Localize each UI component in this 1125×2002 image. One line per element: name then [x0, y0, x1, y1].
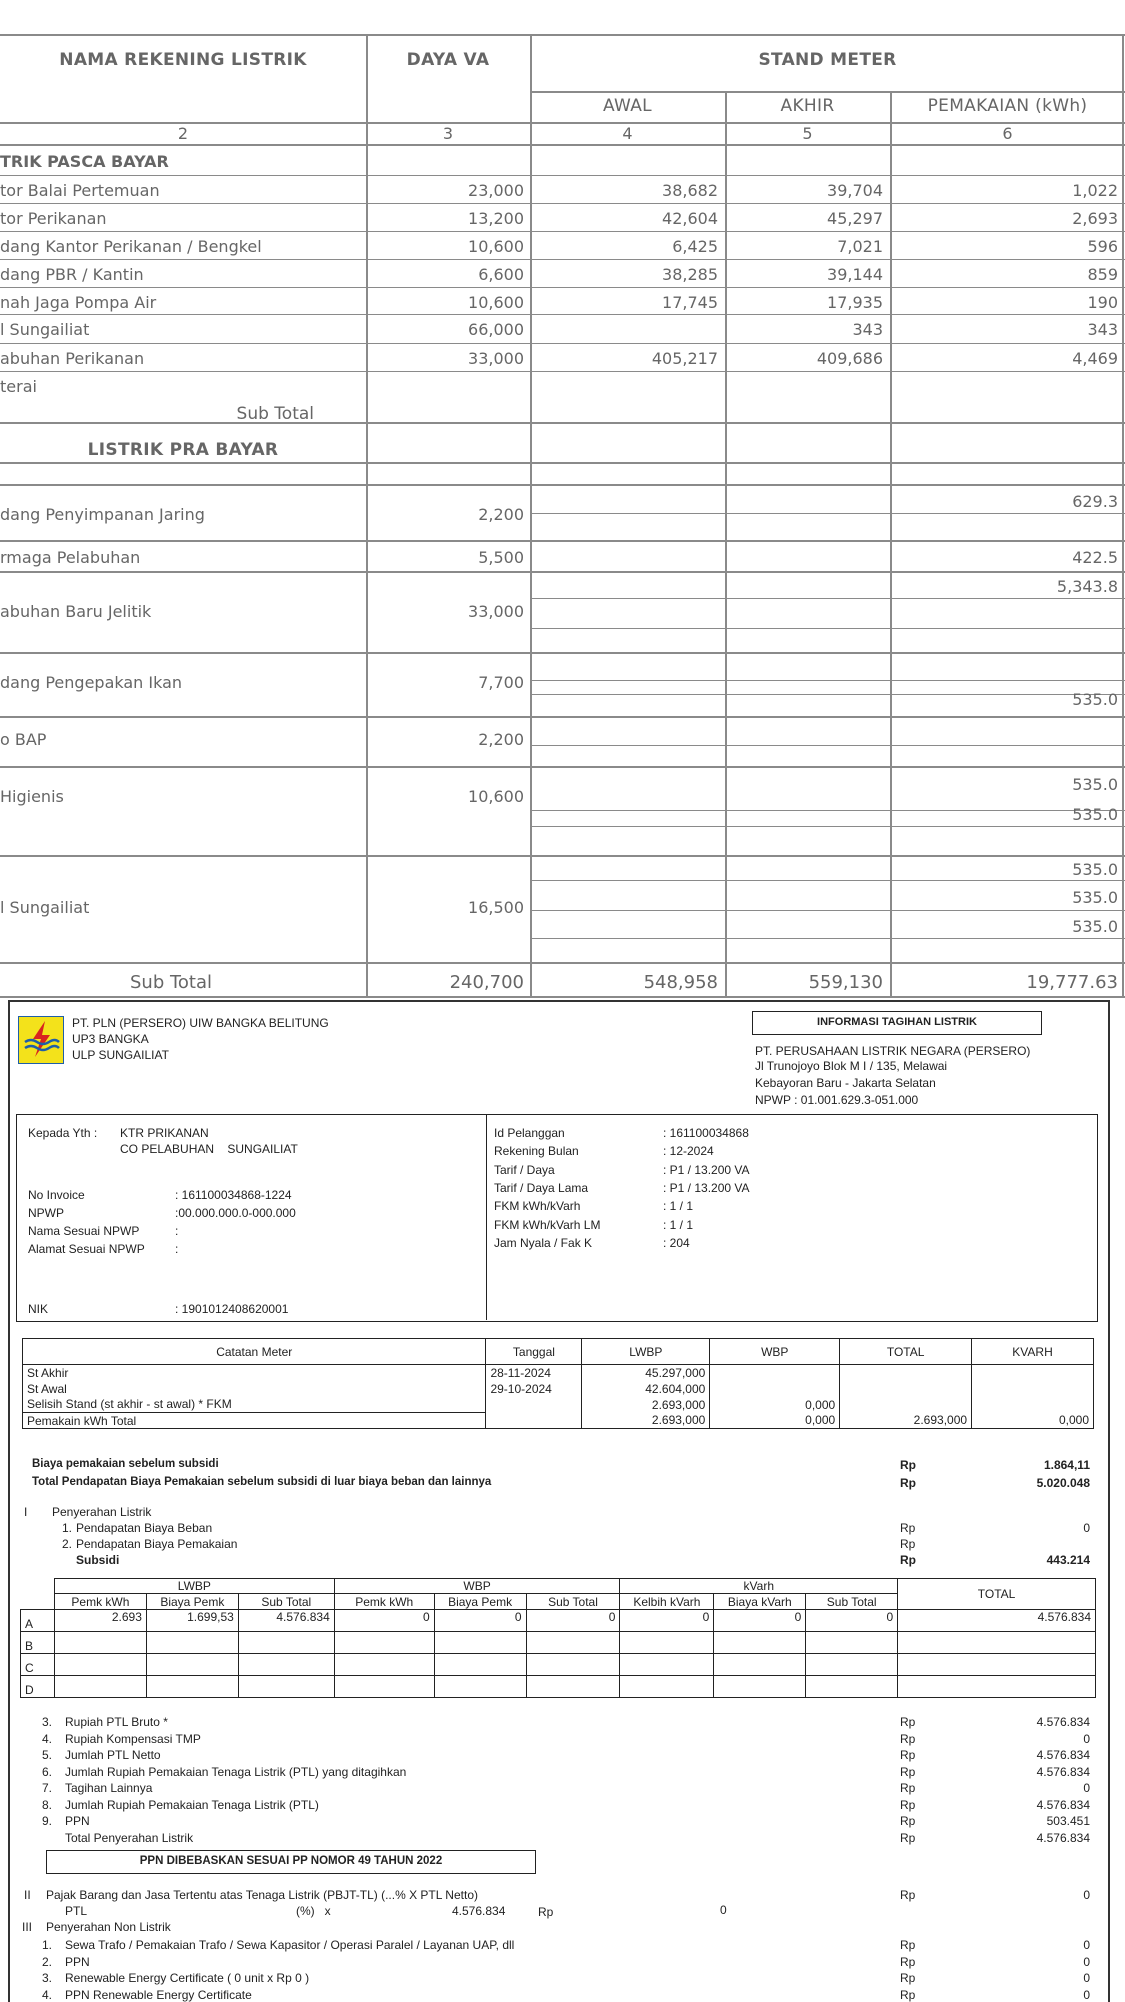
tariff-cell	[334, 1654, 434, 1676]
tariff-cell	[54, 1676, 146, 1698]
pasca-row-awal: 405,217	[651, 349, 718, 368]
summary-item-value: 0	[1083, 1781, 1090, 1795]
pra-row-daya: 16,500	[468, 898, 524, 917]
tariff-cell: 2.693	[54, 1610, 146, 1632]
ptl-rp: Rp	[538, 1905, 554, 1919]
customer-address: CO PELABUHAN SUNGAILIAT	[120, 1142, 298, 1156]
pasca-row-awal: 42,604	[662, 209, 718, 228]
header-nama: NAMA REKENING LISTRIK	[59, 50, 307, 70]
grand-subtotal-label: Sub Total	[130, 972, 213, 993]
grand-subtotal-pemakaian: 19,777.63	[1026, 972, 1118, 993]
pasca-row-pemakaian: 2,693	[1072, 209, 1118, 228]
meter-cell-lwbp: 2.693,000	[582, 1413, 710, 1429]
tariff-group: TOTAL	[898, 1579, 1096, 1610]
pasca-row-akhir: 17,935	[827, 293, 883, 312]
pra-row-name: dang Penyimpanan Jaring	[0, 505, 205, 524]
summary-item-num: 4.	[42, 1731, 53, 1746]
tariff-subheader: Biaya Pemk	[146, 1594, 238, 1610]
tariff-cell	[806, 1676, 898, 1698]
tariff-subheader: Sub Total	[238, 1594, 334, 1610]
pra-row-daya: 2,200	[478, 730, 524, 749]
meter-cell-wbp	[710, 1365, 840, 1381]
rp-label: Rp	[900, 1764, 916, 1779]
penyerahan-num: I	[24, 1505, 28, 1519]
tariff-cell	[806, 1632, 898, 1654]
tariff-cell: 0	[620, 1610, 714, 1632]
tariff-cell	[526, 1632, 620, 1654]
info-line: Kebayoran Baru - Jakarta Selatan	[755, 1076, 936, 1090]
summary-item-label: Rupiah PTL Bruto *	[65, 1715, 168, 1729]
meter-cell-label: St Akhir	[23, 1365, 486, 1381]
tariff-subheader: Sub Total	[526, 1594, 620, 1610]
ptl-label: PTL	[65, 1904, 88, 1918]
summary-item-num: 5.	[42, 1748, 53, 1762]
penyerahan-item-num: 1.	[62, 1521, 73, 1535]
tariff-row	[21, 1676, 1096, 1698]
header-pemakaian: PEMAKAIAN (kWh)	[927, 96, 1088, 116]
tariff-cell	[146, 1676, 238, 1698]
pasca-row-daya: 6,600	[478, 265, 524, 284]
meter-header: KVARH	[972, 1339, 1094, 1365]
rp-label: Rp	[900, 1938, 916, 1952]
tariff-row	[21, 1610, 1096, 1632]
tariff-cell	[238, 1676, 334, 1698]
info-line: Jl Trunojoyo Blok M I / 135, Melawai	[755, 1059, 948, 1073]
company-line: UP3 BANGKA	[72, 1032, 149, 1046]
pasca-row-name: abuhan Perikanan	[0, 349, 145, 368]
rp-label: Rp	[900, 1458, 916, 1472]
section-pra-bayar: LISTRIK PRA BAYAR	[87, 440, 279, 460]
header-akhir: AKHIR	[780, 96, 835, 116]
kepada-label: Kepada Yth :	[28, 1126, 98, 1140]
penyerahan-label: Penyerahan Listrik	[52, 1505, 152, 1519]
biaya-sebelum-label: Biaya pemakaian sebelum subsidi	[32, 1458, 219, 1470]
non-item-label: PPN Renewable Energy Certificate	[65, 1987, 252, 2002]
pajak-label: Pajak Barang dan Jasa Tertentu atas Tenaga Listrik (PBJT-TL) (...% X PTL Netto)	[46, 1888, 478, 1902]
summary-item-label: Total Penyerahan Listrik	[65, 1830, 194, 1845]
account-field-label: Id Pelanggan	[494, 1126, 565, 1140]
ptl-amount: 4.576.834	[452, 1904, 506, 1918]
tariff-subheader: Kelbih kVarh	[620, 1594, 714, 1610]
pra-pemakaian-value: 5,343.8	[1056, 577, 1118, 596]
pajak-value: 0	[1083, 1888, 1090, 1902]
tariff-table	[20, 1578, 1096, 1698]
meter-cell-label: St Awal	[23, 1381, 486, 1397]
nik-value: : 1901012408620001	[175, 1302, 289, 1316]
tariff-cell: 0	[806, 1610, 898, 1632]
pasca-row-akhir: 409,686	[816, 349, 883, 368]
rp-label: Rp	[900, 1537, 916, 1551]
summary-item-value: 4.576.834	[1036, 1830, 1090, 1845]
tariff-cell	[714, 1676, 806, 1698]
tariff-cell	[334, 1676, 434, 1698]
pra-pemakaian-value: 535.0	[1072, 860, 1118, 879]
account-field-label: Tarif / Daya	[494, 1162, 555, 1177]
summary-item-value: 4.576.834	[1036, 1748, 1090, 1762]
tariff-cell	[526, 1676, 620, 1698]
subsidi-label: Subsidi	[76, 1553, 120, 1567]
rp-label: Rp	[900, 1830, 916, 1845]
pra-row-daya: 2,200	[478, 505, 524, 524]
pasca-row-awal: 17,745	[662, 293, 718, 312]
pasca-row-pemakaian: 1,022	[1072, 181, 1118, 200]
non-item-num: 2.	[42, 1954, 53, 1969]
penyerahan-item-label: Pendapatan Biaya Pemakaian	[76, 1537, 238, 1551]
total-pendapatan-label: Total Pendapatan Biaya Pemakaian sebelum subsidi di luar biaya beban dan lainnya	[32, 1476, 492, 1488]
meter-header: LWBP	[582, 1339, 710, 1365]
pasca-row-name: terai	[0, 377, 37, 396]
grand-subtotal-akhir: 559,130	[808, 972, 883, 993]
customer-field-value: :	[175, 1242, 179, 1256]
meter-cell-wbp	[710, 1381, 840, 1397]
pasca-row-name: nah Jaga Pompa Air	[0, 293, 157, 312]
tariff-cell: 4.576.834	[898, 1610, 1096, 1632]
pasca-row-awal: 6,425	[672, 237, 718, 256]
meter-cell-label: Selisih Stand (st akhir - st awal) * FKM	[23, 1397, 486, 1413]
summary-item-label: Tagihan Lainnya	[65, 1781, 153, 1795]
summary-item-label: Jumlah Rupiah Pemakaian Tenaga Listrik (PTL)	[65, 1797, 319, 1812]
rp-label: Rp	[900, 1731, 916, 1746]
tariff-group: LWBP	[54, 1579, 334, 1594]
non-item-num: 4.	[42, 1987, 53, 2002]
meter-cell-total	[840, 1397, 972, 1413]
tariff-cell	[620, 1632, 714, 1654]
meter-row	[23, 1381, 1094, 1397]
account-field-value: : 1 / 1	[663, 1217, 694, 1232]
summary-item-num: 6.	[42, 1764, 53, 1779]
pasca-row-awal: 38,682	[662, 181, 718, 200]
meter-header: Catatan Meter	[23, 1339, 486, 1365]
account-field-label: Rekening Bulan	[494, 1144, 579, 1159]
total-pendapatan-value: 5.020.048	[1036, 1476, 1090, 1490]
header-awal: AWAL	[603, 96, 652, 116]
meter-cell-total	[840, 1381, 972, 1397]
pra-pemakaian-value: 535.0	[1072, 888, 1118, 907]
pra-row-name: Higienis	[0, 787, 64, 806]
biaya-sebelum-value: 1.864,11	[1043, 1458, 1090, 1472]
tariff-cell	[898, 1632, 1096, 1654]
ppn-note: PPN DIBEBASKAN SESUAI PP NOMOR 49 TAHUN 2022	[139, 1855, 443, 1867]
tariff-group: kVarh	[620, 1579, 898, 1594]
account-field-label: Jam Nyala / Fak K	[494, 1235, 593, 1250]
tariff-cell	[146, 1632, 238, 1654]
pasca-row-pemakaian: 859	[1087, 265, 1118, 284]
pasca-row-daya: 13,200	[468, 209, 524, 228]
customer-field-label: NPWP	[28, 1206, 64, 1220]
summary-item-value: 503.451	[1046, 1814, 1090, 1828]
meter-cell-lwbp: 2.693,000	[582, 1397, 710, 1413]
pra-pemakaian-value: 629.3	[1072, 492, 1118, 511]
meter-header: TOTAL	[840, 1339, 972, 1365]
penyerahan-item-value: 0	[1083, 1521, 1090, 1535]
pasca-row-name: tor Balai Pertemuan	[0, 181, 160, 200]
grand-subtotal-daya: 240,700	[449, 972, 524, 993]
meter-cell-total: 2.693,000	[840, 1413, 972, 1429]
tariff-row	[21, 1632, 1096, 1654]
non-item-label: PPN	[65, 1954, 90, 1969]
pasca-row-akhir: 343	[852, 320, 883, 339]
account-field-value: : 161100034868	[663, 1126, 749, 1140]
pasca-subtotal-label: Sub Total	[236, 404, 314, 424]
non-item-label: Renewable Energy Certificate ( 0 unit x Rp 0 )	[65, 1971, 310, 1985]
non-item-num: 1.	[42, 1938, 53, 1952]
pra-pemakaian-value: 535.0	[1072, 775, 1118, 794]
pra-row-daya: 7,700	[478, 673, 524, 692]
tariff-row-label: D	[21, 1676, 55, 1698]
tariff-cell	[898, 1654, 1096, 1676]
meter-cell-kvarh	[972, 1397, 1094, 1413]
pra-pemakaian-value: 535.0	[1072, 805, 1118, 824]
ptl-result: 0	[720, 1903, 727, 1917]
non-item-value: 0	[1083, 1938, 1090, 1952]
pra-row-daya: 10,600	[468, 787, 524, 806]
pasca-row-daya: 10,600	[468, 237, 524, 256]
meter-cell-kvarh	[972, 1381, 1094, 1397]
grand-subtotal-awal: 548,958	[643, 972, 718, 993]
customer-field-label: No Invoice	[28, 1188, 85, 1202]
tariff-subheader: Pemk kWh	[334, 1594, 434, 1610]
col-number: 5	[802, 124, 813, 143]
pasca-row-daya: 23,000	[468, 181, 524, 200]
customer-field-label: Nama Sesuai NPWP	[28, 1224, 140, 1238]
tariff-row-label: A	[21, 1610, 55, 1632]
usage-summary-table	[0, 0, 1125, 1000]
summary-item-value: 4.576.834	[1036, 1797, 1090, 1812]
meter-cell-kvarh	[972, 1365, 1094, 1381]
tariff-cell	[898, 1676, 1096, 1698]
non-item-value: 0	[1083, 1987, 1090, 2002]
rp-label: Rp	[900, 1797, 916, 1812]
col-number: 6	[1002, 124, 1013, 143]
meter-cell-tanggal	[486, 1413, 582, 1429]
meter-cell-wbp: 0,000	[710, 1413, 840, 1429]
tariff-cell	[434, 1676, 526, 1698]
rp-label: Rp	[900, 1476, 916, 1490]
pasca-row-name: tor Perikanan	[0, 209, 107, 228]
pasca-row-akhir: 7,021	[837, 237, 883, 256]
tariff-cell: 0	[434, 1610, 526, 1632]
meter-cell-label: Pemakain kWh Total	[23, 1413, 486, 1429]
tariff-cell	[526, 1654, 620, 1676]
col-number: 2	[177, 124, 189, 143]
pra-pemakaian-value: 535.0	[1072, 690, 1118, 709]
summary-item-num: 8.	[42, 1797, 53, 1812]
meter-header: Tanggal	[486, 1339, 582, 1365]
pasca-row-pemakaian: 596	[1087, 237, 1118, 256]
summary-item-label: Jumlah PTL Netto	[65, 1748, 161, 1762]
rp-label: Rp	[900, 1553, 916, 1567]
tariff-cell	[714, 1654, 806, 1676]
account-field-value: : 1 / 1	[663, 1199, 694, 1214]
account-field-value: : 12-2024	[663, 1144, 714, 1159]
penyerahan-item-num: 2.	[62, 1537, 73, 1551]
info-title: INFORMASI TAGIHAN LISTRIK	[817, 1016, 977, 1028]
pra-row-daya: 5,500	[478, 548, 524, 567]
pasca-row-pemakaian: 4,469	[1072, 349, 1118, 368]
pasca-row-daya: 33,000	[468, 349, 524, 368]
meter-row	[23, 1365, 1094, 1381]
meter-cell-total	[840, 1365, 972, 1381]
summary-item-label: Rupiah Kompensasi TMP	[65, 1731, 201, 1746]
tariff-cell	[714, 1632, 806, 1654]
pra-row-name: dang Pengepakan Ikan	[0, 673, 183, 692]
meter-cell-tanggal: 29-10-2024	[486, 1381, 582, 1397]
pasca-row-daya: 66,000	[468, 320, 524, 339]
account-field-value: : P1 / 13.200 VA	[663, 1180, 750, 1195]
pasca-row-akhir: 39,144	[827, 265, 883, 284]
summary-item-num: 7.	[42, 1781, 53, 1795]
meter-cell-lwbp: 45.297,000	[582, 1365, 710, 1381]
meter-cell-lwbp: 42.604,000	[582, 1381, 710, 1397]
tariff-cell: 0	[334, 1610, 434, 1632]
pasca-row-akhir: 45,297	[827, 209, 883, 228]
customer-field-value: :00.000.000.0-000.000	[175, 1206, 296, 1220]
tariff-cell	[434, 1654, 526, 1676]
customer-name: KTR PRIKANAN	[120, 1126, 209, 1140]
pasca-row-name: l Sungailiat	[0, 320, 90, 339]
pasca-row-akhir: 39,704	[827, 181, 883, 200]
company-line: ULP SUNGAILIAT	[72, 1048, 169, 1062]
tariff-cell: 0	[526, 1610, 620, 1632]
pra-row-name: rmaga Pelabuhan	[0, 548, 141, 567]
rp-label: Rp	[900, 1748, 916, 1762]
pra-row-name: o BAP	[0, 730, 47, 749]
subsidi-value: 443.214	[1046, 1553, 1090, 1567]
pra-pemakaian-value: 535.0	[1072, 917, 1118, 936]
tariff-cell: 0	[714, 1610, 806, 1632]
meter-row	[23, 1413, 1094, 1429]
customer-field-value: : 161100034868-1224	[175, 1188, 292, 1202]
summary-item-num: 3.	[42, 1715, 53, 1729]
nik-label: NIK	[28, 1302, 49, 1316]
pln-logo-icon	[18, 1016, 64, 1064]
account-field-value: : 204	[663, 1235, 690, 1250]
ptl-percent: (%) x	[296, 1904, 331, 1918]
tariff-cell	[54, 1632, 146, 1654]
non-item-value: 0	[1083, 1954, 1090, 1969]
pasca-row-pemakaian: 190	[1087, 293, 1118, 312]
rp-label: Rp	[900, 1814, 916, 1828]
meter-cell-tanggal: 28-11-2024	[486, 1365, 582, 1381]
non-num: III	[22, 1920, 33, 1934]
info-line: NPWP : 01.001.629.3-051.000	[755, 1093, 919, 1107]
meter-cell-kvarh: 0,000	[972, 1413, 1094, 1429]
pasca-row-name: dang Kantor Perikanan / Bengkel	[0, 237, 262, 256]
pra-pemakaian-value: 422.5	[1072, 548, 1118, 567]
customer-field-label: Alamat Sesuai NPWP	[28, 1242, 145, 1256]
non-label: Penyerahan Non Listrik	[46, 1920, 171, 1934]
electricity-bill	[8, 1000, 1110, 2002]
tariff-cell	[146, 1654, 238, 1676]
meter-table	[22, 1338, 1094, 1429]
non-item-value: 0	[1083, 1971, 1090, 1985]
pajak-num: II	[24, 1888, 31, 1902]
tariff-subheader: Biaya Pemk	[434, 1594, 526, 1610]
tariff-cell	[620, 1676, 714, 1698]
penyerahan-item-label: Pendapatan Biaya Beban	[76, 1521, 213, 1535]
tariff-group: WBP	[334, 1579, 620, 1594]
pra-row-name: l Sungailiat	[0, 898, 90, 917]
header-stand-meter: STAND METER	[758, 50, 897, 70]
col-number: 3	[442, 124, 454, 143]
non-item-label: Sewa Trafo / Pemakaian Trafo / Sewa Kapasitor / Operasi Paralel / Layanan UAP, dll	[65, 1938, 515, 1952]
account-field-label: Tarif / Daya Lama	[494, 1180, 589, 1195]
rp-label: Rp	[900, 1954, 916, 1969]
tariff-cell	[238, 1632, 334, 1654]
tariff-row-label: B	[21, 1632, 55, 1654]
info-line: PT. PERUSAHAAN LISTRIK NEGARA (PERSERO)	[755, 1044, 1031, 1058]
company-line: PT. PLN (PERSERO) UIW BANGKA BELITUNG	[72, 1016, 329, 1030]
rp-label: Rp	[900, 1781, 916, 1795]
rp-label: Rp	[900, 1521, 916, 1535]
tariff-subheader: Sub Total	[806, 1594, 898, 1610]
tariff-subheader: Pemk kWh	[54, 1594, 146, 1610]
col-number: 4	[622, 124, 633, 143]
meter-cell-tanggal	[486, 1397, 582, 1413]
account-field-label: FKM kWh/kVarh	[494, 1199, 581, 1214]
tariff-cell: 1.699,53	[146, 1610, 238, 1632]
tariff-row-label: C	[21, 1654, 55, 1676]
customer-field-value: :	[175, 1224, 179, 1238]
tariff-cell	[334, 1632, 434, 1654]
meter-cell-wbp: 0,000	[710, 1397, 840, 1413]
pasca-row-name: dang PBR / Kantin	[0, 265, 144, 284]
meter-header: WBP	[710, 1339, 840, 1365]
tariff-cell: 4.576.834	[238, 1610, 334, 1632]
tariff-cell	[620, 1654, 714, 1676]
rp-label: Rp	[900, 1987, 916, 2002]
rp-label: Rp	[900, 1971, 916, 1985]
pasca-row-pemakaian: 343	[1087, 320, 1118, 339]
summary-item-label: PPN	[65, 1814, 90, 1828]
section-pasca-bayar: TRIK PASCA BAYAR	[0, 152, 169, 171]
tariff-subheader: Biaya kVarh	[714, 1594, 806, 1610]
summary-item-label: Jumlah Rupiah Pemakaian Tenaga Listrik (PTL) yang ditagihkan	[65, 1764, 407, 1779]
pasca-row-daya: 10,600	[468, 293, 524, 312]
tariff-row	[21, 1654, 1096, 1676]
account-field-value: : P1 / 13.200 VA	[663, 1162, 750, 1177]
pra-row-daya: 33,000	[468, 602, 524, 621]
summary-item-value: 4.576.834	[1036, 1764, 1090, 1779]
summary-item-num: 9.	[42, 1814, 53, 1828]
tariff-cell	[434, 1632, 526, 1654]
tariff-cell	[54, 1654, 146, 1676]
pra-row-name: abuhan Baru Jelitik	[0, 602, 152, 621]
account-field-label: FKM kWh/kVarh LM	[494, 1217, 601, 1232]
meter-row	[23, 1397, 1094, 1413]
non-item-num: 3.	[42, 1971, 53, 1985]
summary-item-value: 0	[1083, 1731, 1090, 1746]
rp-label: Rp	[900, 1715, 916, 1729]
tariff-cell	[806, 1654, 898, 1676]
pasca-row-awal: 38,285	[662, 265, 718, 284]
tariff-cell	[238, 1654, 334, 1676]
summary-item-value: 4.576.834	[1036, 1715, 1090, 1729]
header-daya: DAYA VA	[406, 50, 490, 70]
rp-label: Rp	[900, 1888, 916, 1902]
